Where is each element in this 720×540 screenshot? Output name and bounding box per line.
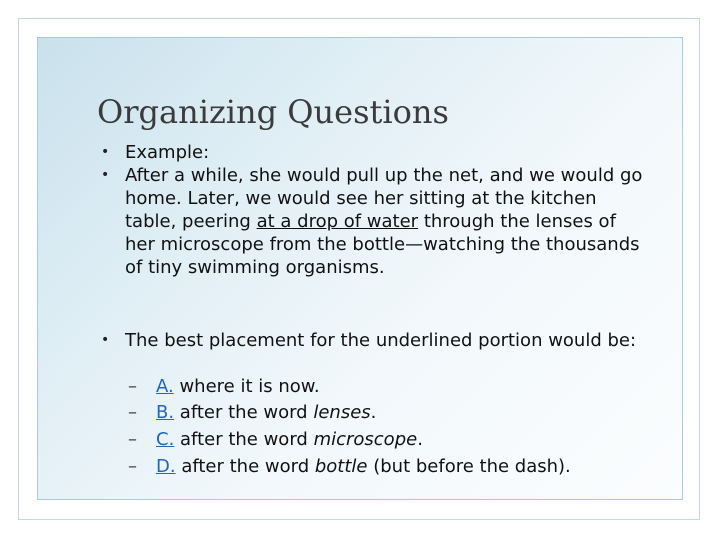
answer-option-b — [128, 401, 376, 424]
dash-icon: – — [128, 429, 137, 450]
passage-before: After a while, she would pull up the net, and we would go home. Later, we would see her sitting at the kitchen table, peering — [125, 165, 643, 232]
option-word: lenses — [313, 402, 371, 423]
option-letter[interactable]: A. — [156, 376, 174, 397]
option-letter[interactable]: B. — [156, 402, 175, 423]
option-post: . — [417, 429, 423, 450]
option-pre: after the word — [174, 429, 314, 450]
bullet-dot-icon: • — [101, 332, 110, 348]
option-pre: after the word — [174, 402, 314, 423]
answer-option-d — [128, 455, 571, 478]
option-pre: after the word — [175, 456, 315, 477]
dash-icon: – — [128, 402, 137, 423]
dash-icon: – — [128, 456, 137, 477]
bullet-dot-icon: • — [101, 144, 110, 160]
answer-option-a — [128, 375, 320, 398]
example-label: Example: — [125, 142, 210, 163]
passage-after: through the lenses of her microscope from the bottle—watching the thousands of tiny swimming organisms. — [125, 211, 640, 278]
question-text: The best placement for the underlined portion would be: — [125, 330, 637, 351]
answer-option-c — [128, 428, 423, 451]
option-post: . — [370, 402, 377, 423]
option-word: microscope — [313, 429, 418, 450]
passage-underlined: at a drop of water — [256, 211, 419, 232]
slide-title: Organizing Questions — [97, 93, 449, 131]
option-letter[interactable]: D. — [156, 456, 176, 477]
bullet-dot-icon: • — [101, 167, 110, 183]
option-letter[interactable]: C. — [156, 429, 175, 450]
dash-icon: – — [128, 376, 137, 397]
option-post: (but before the dash). — [367, 456, 571, 477]
passage-text — [125, 164, 645, 279]
option-word: bottle — [314, 456, 368, 477]
option-pre: where it is now. — [173, 376, 320, 397]
